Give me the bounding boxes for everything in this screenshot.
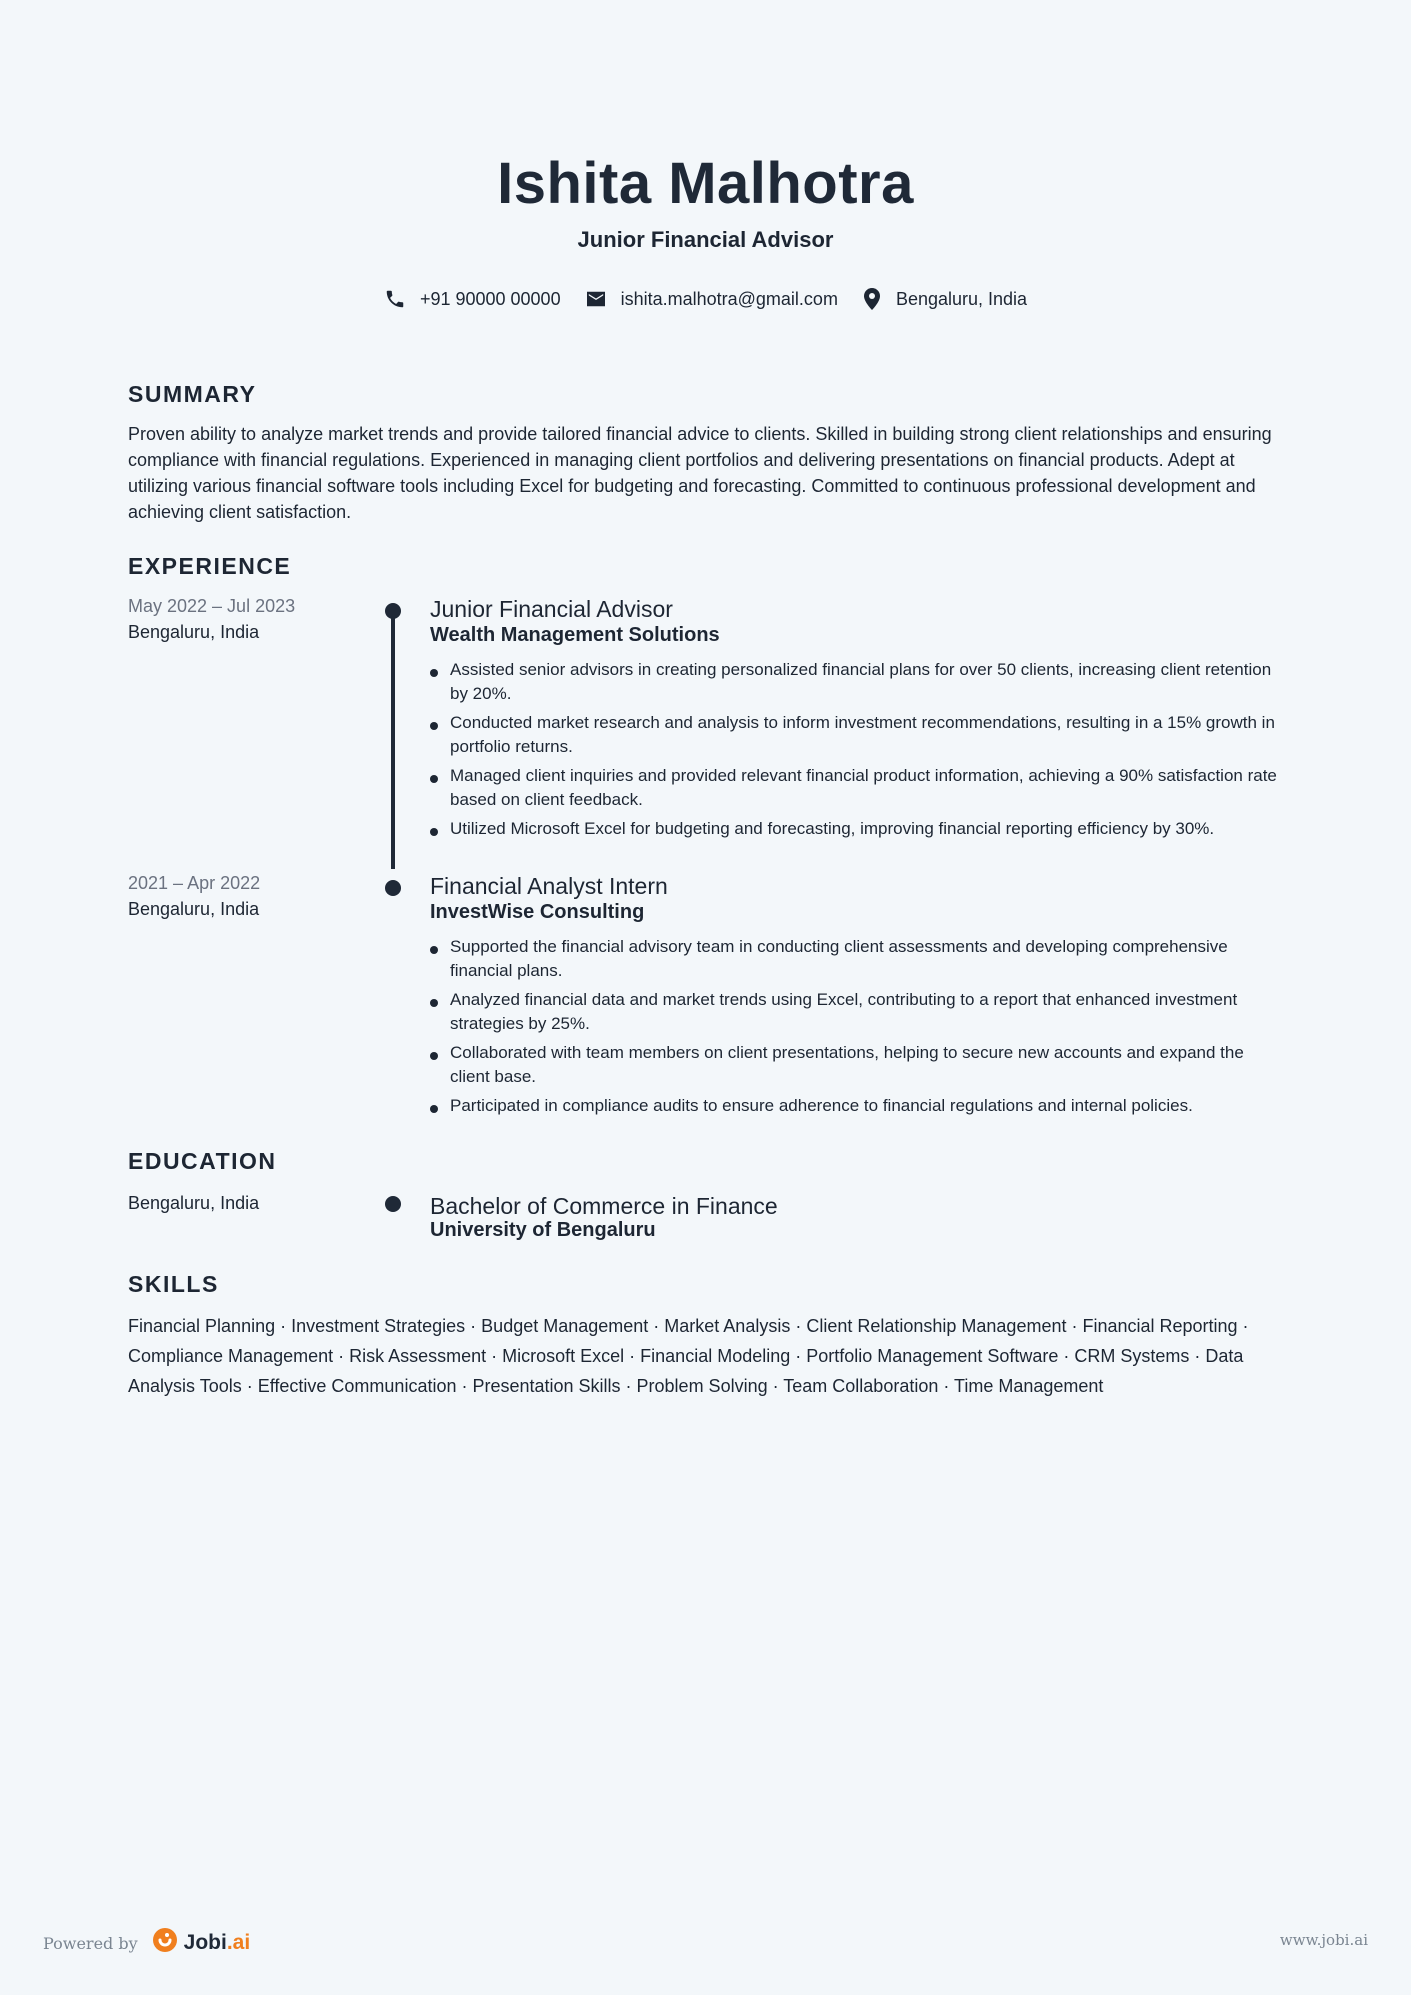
footer-branding: [43, 1927, 250, 1959]
bullet-item: Analyzed financial data and market trends using Excel, contributing to a report that enhanced investment strategies by 25%.: [430, 988, 1280, 1036]
entry-bullets: [430, 935, 1280, 1123]
experience-entry: [128, 596, 1288, 856]
bullet-item: Supported the financial advisory team in conducting client assessments and developing comprehensive financial plans.: [430, 935, 1280, 983]
bullet-item: Collaborated with team members on client presentations, helping to secure new accounts and expand the client base.: [430, 1041, 1280, 1089]
candidate-name: Ishita Malhotra: [497, 151, 914, 216]
phone-text: +91 90000 00000: [419, 288, 561, 309]
timeline-dot: [385, 880, 401, 896]
bullet-item: Assisted senior advisors in creating personalized financial plans for over 50 clients, increasing client retention by 20%.: [430, 658, 1280, 706]
location-pin-icon: [862, 287, 882, 311]
location-text: Bengaluru, India: [895, 288, 1028, 309]
education-entry: [128, 1193, 1288, 1253]
degree-title: Bachelor of Commerce in Finance: [430, 1193, 778, 1219]
jobi-logo-icon: [152, 1927, 178, 1959]
email-text: ishita.malhotra@gmail.com: [620, 288, 838, 309]
footer-website[interactable]: www.jobi.ai: [1279, 1931, 1368, 1949]
entry-bullets: [430, 658, 1280, 846]
school-name: University of Bengaluru: [430, 1219, 656, 1241]
email-icon: [585, 290, 607, 308]
bullet-item: Participated in compliance audits to ensure adherence to financial regulations and internal policies.: [430, 1094, 1280, 1118]
entry-organization: Wealth Management Solutions: [430, 624, 720, 646]
entry-dates: May 2022 – Jul 2023: [128, 596, 296, 616]
entry-title: Financial Analyst Intern: [430, 873, 668, 899]
experience-heading: EXPERIENCE: [128, 553, 292, 579]
skills-heading: SKILLS: [128, 1271, 219, 1297]
summary-heading: SUMMARY: [128, 381, 257, 407]
entry-dates: 2021 – Apr 2022: [128, 873, 261, 893]
phone-icon: [384, 288, 406, 310]
summary-text: Proven ability to analyze market trends and provide tailored financial advice to clients. Skilled in building strong client relationships and ensuring compliance with financial regulations. Experienced in managing client portfolios and delivering presentations on financial products. Adept at utilizing various financial software tools including Excel for budgeting and forecasting. Committed to continuous professional development and achieving client satisfaction.: [128, 424, 1272, 522]
experience-entry: [128, 873, 1288, 1133]
contact-phone[interactable]: [384, 288, 561, 310]
timeline-line: [391, 611, 395, 869]
entry-location: Bengaluru, India: [128, 622, 260, 642]
contact-email[interactable]: [585, 289, 838, 310]
entry-organization: InvestWise Consulting: [430, 901, 645, 923]
contact-location: [862, 287, 1027, 311]
entry-title: Junior Financial Advisor: [430, 596, 673, 622]
education-heading: EDUCATION: [128, 1148, 277, 1174]
logo-main-text: Jobi: [183, 1931, 227, 1954]
entry-location: Bengaluru, India: [128, 899, 260, 919]
contact-bar: [0, 287, 1411, 311]
bullet-item: Managed client inquiries and provided relevant financial product information, achieving a 90% satisfaction rate based on client feedback.: [430, 764, 1280, 812]
entry-location: Bengaluru, India: [128, 1193, 260, 1213]
bullet-item: Utilized Microsoft Excel for budgeting and forecasting, improving financial reporting efficiency by 30%.: [430, 817, 1280, 841]
jobi-logo[interactable]: [152, 1927, 251, 1959]
timeline-dot: [385, 1196, 401, 1212]
logo-suffix-text: .ai: [226, 1931, 251, 1954]
skills-list: Financial Planning · Investment Strategies · Budget Management · Market Analysis · Client Relationship Management · Financial Reporting · Compliance Management · Risk Assessment · Microsoft Excel · Financial Modeling · Portfolio Management Software · CRM Systems · Data Analysis Tools · Effective Communication · Presentation Skills · Problem Solving · Team Collaboration · Time Management: [128, 1316, 1249, 1396]
candidate-role: Junior Financial Advisor: [577, 227, 834, 252]
bullet-item: Conducted market research and analysis to inform investment recommendations, resulting in a 15% growth in portfolio returns.: [430, 711, 1280, 759]
powered-by-label: Powered by: [43, 1933, 138, 1953]
